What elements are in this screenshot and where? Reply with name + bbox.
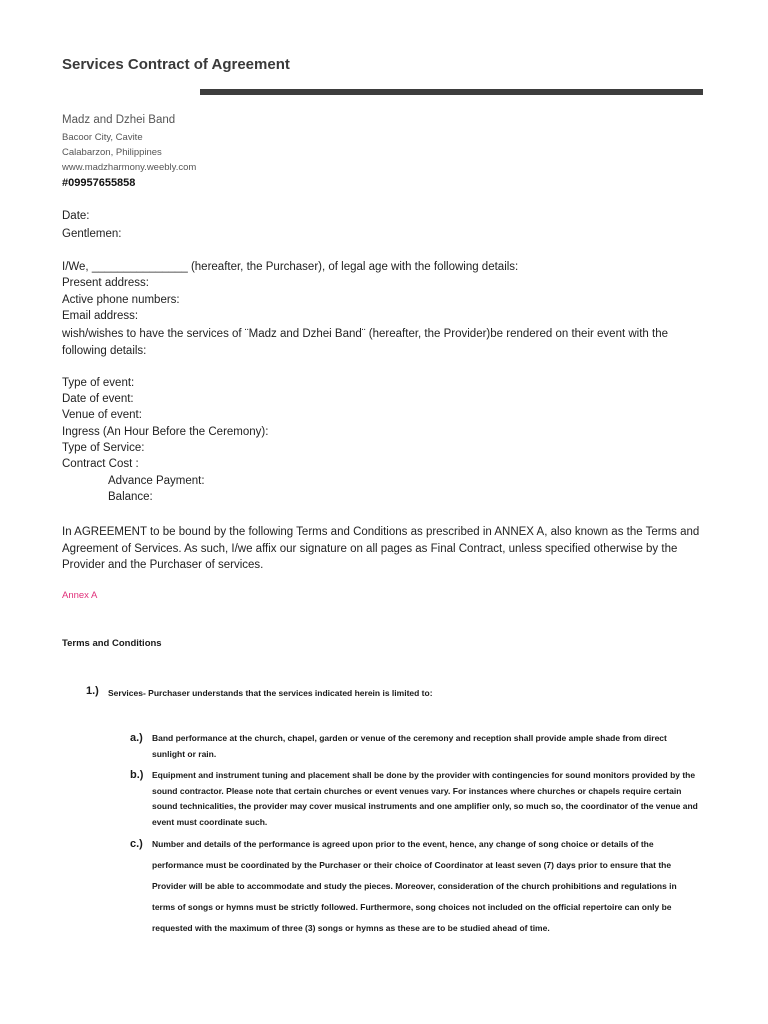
term-marker: 1.) [86,685,99,697]
provider-website: www.madzharmony.weebly.com [62,162,197,173]
terms-heading: Terms and Conditions [62,638,162,649]
provider-region: Calabarzon, Philippines [62,147,162,158]
date-label: Date: [62,210,90,222]
purchaser-line: I/We, _______________ (hereafter, the Purchaser), of legal age with the following details: [62,261,519,273]
annex-label: Annex A [62,590,98,601]
event-field: Type of Service: [62,442,145,454]
provider-phone: #09957655858 [62,177,136,189]
event-field: Type of event: [62,377,135,389]
title-divider [200,89,703,95]
event-field: Ingress (An Hour Before the Ceremony): [62,426,269,438]
provider-name: Madz and Dzhei Band [62,114,176,126]
page-title: Services Contract of Agreement [62,56,290,73]
phone-numbers-label: Active phone numbers: [62,294,180,306]
cost-subfield: Advance Payment: [108,475,205,487]
event-field: Venue of event: [62,409,142,421]
event-field: Date of event: [62,393,134,405]
present-address-label: Present address: [62,277,149,289]
cost-subfield: Balance: [108,491,153,503]
subitem-text: Band performance at the church, chapel, garden or venue of the ceremony and reception shall provide ample shade from direct sunlight or rain. [152,733,667,759]
term-text: Services- Purchaser understands that the services indicated herein is limited to: [108,688,433,698]
subitem-marker: a.) [130,732,143,744]
salutation: Gentlemen: [62,228,122,240]
email-address-label: Email address: [62,310,139,322]
agreement-paragraph: In AGREEMENT to be bound by the following Terms and Conditions as prescribed in ANNEX A, also known as the Terms and Agreement of Services. As such, I/we affix our signature on all pages as Final Contract, unless specified otherwise by the Provider and the Purchaser of services. [62,526,700,571]
subitem-text: Number and details of the performance is agreed upon prior to the event, hence, any change of song choice or details of the performance must be coordinated by the Purchaser or their choice of Coordinator at least seven (7) days prior to ensure that the Provider will be able to accommodate and study the pieces. Moreover, consideration of the church prohibitions and regulations in terms of songs or hymns must be strictly followed. Furthermore, song choices not included on the official repertoire can only be requested with the maximum of three (3) songs or hymns as these are to be studied ahead of time. [152,839,677,933]
subitem-marker: c.) [130,838,143,850]
subitem-text: Equipment and instrument tuning and placement shall be done by the provider with contingencies for sound monitors provided by the sound contractor. Please note that certain churches or event venues vary. For instances where churches or chapels require certain sound technicalities, the provider may cover musical instruments and one amplifier only, so much so, the coordinator of the venue and event must coordinate such. [152,770,698,828]
provider-city: Bacoor City, Cavite [62,132,143,143]
subitem-marker: b.) [130,769,144,781]
services-intro: wish/wishes to have the services of ¨Madz and Dzhei Band¨ (hereafter, the Provider)be rendered on their event with the following details: [62,328,668,357]
event-field: Contract Cost : [62,458,139,470]
